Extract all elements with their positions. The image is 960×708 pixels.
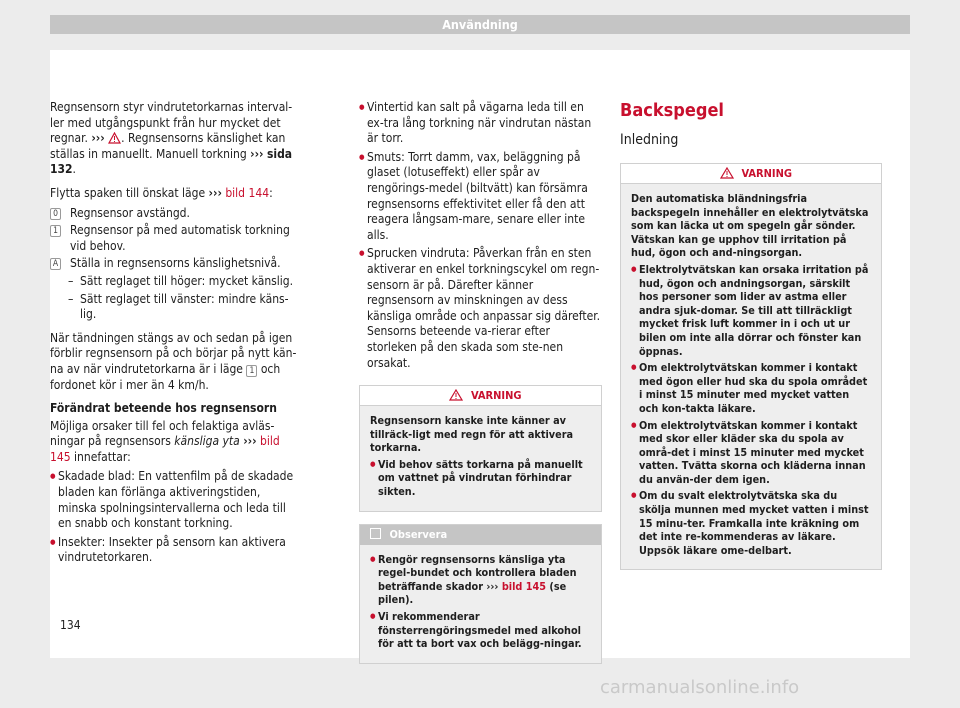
watermark: carmanualsonline.info bbox=[600, 677, 800, 698]
bullet-item: ● Insekter: Insekter på sensorn kan aktivera vindrutetorkaren. bbox=[50, 535, 300, 566]
list-item bbox=[50, 223, 300, 254]
note-text: Rengör regnsensorns känsliga yta regel-bundet och kontrollera bladen beträffande skador bbox=[378, 552, 577, 593]
bullet-item: ● Vintertid kan salt på vägarna leda till en ex-tra lång torkning när vindrutan nästan är torr. bbox=[359, 100, 602, 147]
ref-arrows-4: ››› bbox=[243, 434, 257, 449]
causes-text: Möjliga orsaker till fel och felaktiga avläs-ningar på regnsensors bbox=[50, 418, 275, 449]
note-title: Observera bbox=[389, 527, 448, 541]
bullet-item: ● Sprucken vindruta: Påverkan från en sten aktiverar en enkel torkningscykel om regn-sensorn är på. Därefter känner regnsensorn av minskningen av dess känsliga område och anpassar sig därefter. Sensorns beteende va-rierar efter storleken på den skada som ste-nen orsakat. bbox=[359, 246, 602, 371]
causes-paragraph bbox=[50, 419, 300, 466]
subheading: Förändrat beteende hos regnsensorn bbox=[50, 401, 277, 416]
section-heading: Backspegel bbox=[620, 100, 724, 121]
bullet-item: ● Skadade blad: En vattenfilm på de skadade bladen kan förlänga aktiveringstiden, minska spolningsintervallerna och leda till en snabb och konstant torkning. bbox=[50, 469, 300, 531]
column-2 bbox=[359, 100, 602, 676]
list-item-text: Regnsensor på med automatisk torkning vid behov. bbox=[70, 223, 290, 253]
position-number: 0 bbox=[50, 208, 61, 220]
dash-item: – Sätt reglaget till höger: mycket känslig. bbox=[50, 274, 300, 290]
intro-paragraph: Regnsensorn styr vindrutetorkarnas interval-ler med utgångspunkt från hur mycket det regnar. ››› . Regnsensorns känslighet kan ställas in manuellt. Manuell torkning ››› sida 132. bbox=[50, 100, 293, 177]
figure-link-145[interactable]: bild 145 bbox=[501, 579, 547, 593]
warning-intro: Regnsensorn kanske inte känner av tillräck-ligt med regn för att aktivera torkarna. bbox=[370, 414, 574, 455]
warning-body bbox=[621, 184, 881, 569]
bullet-item: ● Smuts: Torrt damm, vax, beläggning på glaset (lotuseffekt) eller spår av rengörings-medel (biltvätt) kan försämra regnsensorns effektivitet eller få den att reagera långsam-mare, senare eller inte alls. bbox=[359, 150, 602, 244]
list-item-text: Ställa in regnsensorns känslighetsnivå. bbox=[70, 256, 281, 271]
warning-box bbox=[359, 385, 602, 512]
list-item bbox=[50, 206, 300, 222]
bullet-item: ● Om du svalt elektrolytvätska ska du skölja munnen med mycket vatten i minst 15 minu-ter. Framkalla inte kräkning om det inte re-kommenderas av läkare. Uppsök läkare ome-delbart. bbox=[631, 489, 871, 557]
ignition-text: När tändningen stängs av och sedan på igen förblir regnsensorn på och börjar på nytt kän-na av när vindrutetorkarna är i läge bbox=[50, 330, 297, 376]
ignition-text-2: och fordonet kör i mer än 4 km/h. bbox=[50, 361, 281, 392]
page-reference[interactable]: sida 132 bbox=[50, 146, 293, 177]
warning-title: VARNING bbox=[470, 389, 522, 403]
section-header: Användning bbox=[50, 15, 910, 34]
note-box bbox=[359, 524, 602, 664]
warning-title: VARNING bbox=[741, 167, 792, 180]
bullet-item: ● Vid behov sätts torkarna på manuellt om vattnet på vindrutan förhindrar sikten. bbox=[370, 458, 591, 499]
section-subheading: Inledning bbox=[620, 132, 679, 148]
warning-intro: Den automatiska bländningsfria backspegeln innehåller en elektrolytvätska som kan läcka ut om spegeln går sönder. Vätskan kan ge upphov till irritation på hud, ögon och and-ningsorgan. bbox=[631, 192, 869, 260]
ref-arrows-5: ››› bbox=[486, 579, 499, 593]
causes-text-2: innefattar: bbox=[74, 449, 131, 464]
note-text-2: (se pilen). bbox=[378, 579, 567, 607]
position-number: 1 bbox=[50, 225, 61, 237]
figure-link-145[interactable]: bild 145 bbox=[50, 434, 280, 464]
warning-box bbox=[620, 163, 882, 570]
bullet-item: ● Om elektrolytvätskan kommer i kontakt med ögon eller hud ska du spola området i minst 15 minuter med mycket vatten och kon-takta läkare. bbox=[631, 361, 871, 415]
note-header bbox=[360, 525, 601, 545]
ref-arrows-3: ››› bbox=[208, 185, 222, 200]
bullet-item: ● Om elektrolytvätskan kommer i kontakt med skor eller kläder ska du spola av områ-det i minst 15 minuter med mycket vatten. Tvätta skorna och kläderna innan du använ-der dem igen. bbox=[631, 419, 871, 487]
warning-header bbox=[360, 386, 601, 406]
position-number: 1 bbox=[246, 365, 257, 377]
bullet-item: ● Elektrolytvätskan kan orsaka irritation på hud, ögon och andningsorgan, särskilt hos personer som lider av astma eller andra sjuk-domar. Se till att tillräckligt mycket frisk luft kommer in i och ut ur bilen om inte alla dörrar och fönster kan öppnas. bbox=[631, 263, 871, 358]
warning-triangle-icon bbox=[449, 389, 463, 401]
intro-text-2: . Regnsensorns känslighet kan ställas in manuellt. Manuell torkning bbox=[50, 131, 286, 161]
lever-paragraph: Flytta spaken till önskat läge ››› bild 144: bbox=[50, 185, 273, 200]
dash-item: – Sätt reglaget till vänster: mindre käns-lig. bbox=[50, 292, 300, 323]
bullet-item: ● Vi rekommenderar fönsterrengöringsmedel med alkohol för att ta bort vax och belägg-ningar. bbox=[370, 610, 591, 651]
warning-header bbox=[621, 164, 881, 184]
warning-triangle-icon bbox=[720, 167, 734, 179]
column-1 bbox=[50, 100, 300, 569]
info-icon bbox=[370, 528, 381, 539]
intro-text: Regnsensorn styr vindrutetorkarnas interval-ler med utgångspunkt från hur mycket det regnar. bbox=[50, 100, 293, 146]
column-3 bbox=[620, 100, 882, 582]
ref-arrows: ››› bbox=[91, 131, 105, 146]
page-number: 134 bbox=[60, 618, 81, 632]
list-item-text: Regnsensor avstängd. bbox=[70, 205, 190, 220]
list-item bbox=[50, 256, 300, 272]
bullet-item bbox=[370, 553, 591, 607]
note-body bbox=[360, 545, 601, 663]
figure-link-144[interactable]: bild 144 bbox=[225, 185, 270, 200]
warning-triangle-icon bbox=[108, 132, 121, 144]
warning-body bbox=[360, 406, 601, 511]
ref-arrows-2: ››› bbox=[250, 146, 264, 161]
ignition-paragraph bbox=[50, 331, 300, 393]
position-number: A bbox=[50, 258, 61, 270]
lever-text: Flytta spaken till önskat läge bbox=[50, 185, 206, 200]
causes-italic: känsliga yta bbox=[174, 434, 240, 449]
